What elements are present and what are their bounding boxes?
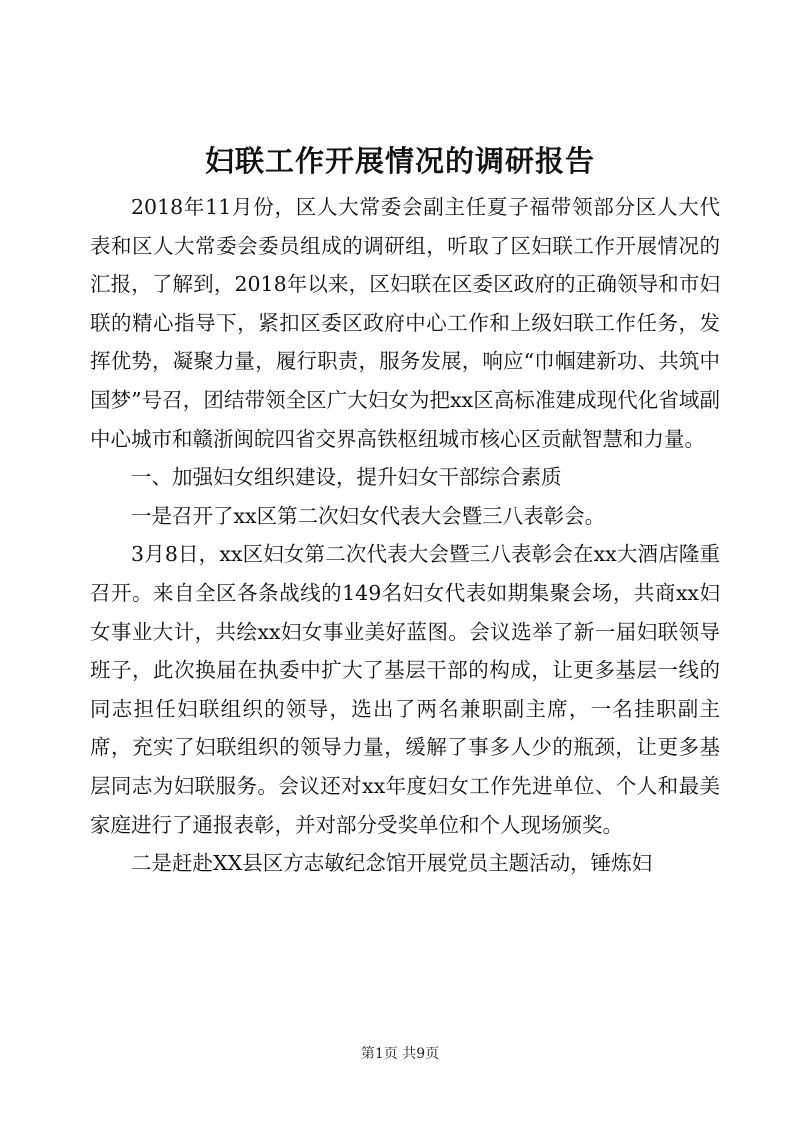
subsection-heading: 一是召开了xx区第二次妇女代表大会暨三八表彰会。 (131, 503, 606, 528)
intro-paragraph: 2018年11月份，区人大常委会副主任夏子福带领部分区人大代表和区人大常委会委员组成的调研组，听取了区妇联工作开展情况的汇报，了解到，2018年以来，区妇联在区委区政府的正确领导和市妇联的精心指导下，紧扣区委区政府中心工作和上级妇联工作任务，发挥优势，凝聚力量，履行职责，服务发展，响应“巾帼建新功、共筑中国梦”号召，团结带领全区广大妇女为把xx区高标准建成现代化省域副中心城市和赣浙闽皖四省交界高铁枢纽城市核心区贡献智慧和力量。 (90, 195, 720, 451)
document-title: 妇联工作开展情况的调研报告 (204, 144, 595, 178)
page-number-footer: 第1页 共9页 (360, 1046, 440, 1062)
section-heading: 一、加强妇女组织建设，提升妇女干部综合素质 (131, 465, 562, 490)
activity-paragraph: 二是赶赴XX县区方志敏纪念馆开展党员主题活动，锤炼妇 (131, 851, 653, 876)
document-body (90, 188, 720, 883)
meeting-paragraph: 3月8日，xx区妇女第二次代表大会暨三八表彰会在xx大酒店隆重召开。来自全区各条战线的149名妇女代表如期集聚会场，共商xx妇女事业大计，共绘xx妇女事业美好蓝图。会议选举了新一届妇联领导班子，此次换届在执委中扩大了基层干部的构成，让更多基层一线的同志担任妇联组织的领导，选出了两名兼职副主席，一名挂职副主席，充实了妇联组织的领导力量，缓解了事多人少的瓶颈，让更多基层同志为妇联服务。会议还对xx年度妇女工作先进单位、个人和最美家庭进行了通报表彰，并对部分受奖单位和个人现场颁奖。 (90, 542, 720, 837)
